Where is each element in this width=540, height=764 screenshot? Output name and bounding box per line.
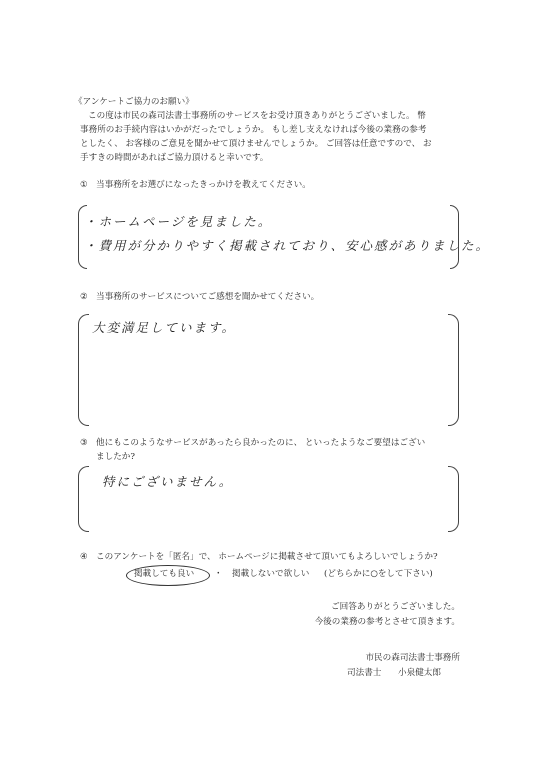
q2-text: 当事務所のサービスについてご感想を聞かせてください。 [96, 292, 320, 302]
q4-option-yes[interactable]: 掲載しても良い [134, 569, 195, 579]
q4-number: ④ [80, 552, 88, 562]
signature-role: 司法書士 [347, 668, 382, 678]
q4-option-no[interactable]: 掲載しないで欲しい [232, 569, 310, 579]
q3-answer: 特にございません。 [102, 474, 234, 489]
intro-line-4: 手すきの時間があればご協力頂けると幸いです。 [80, 153, 269, 163]
q4-instruction: (どちらかに○をして下さい) [324, 569, 433, 579]
q3-answer-bracket-left [78, 466, 89, 532]
q3-text-line-1: 他にもこのようなサービスがあったら良かったのに、 といったようなご要望はござい [96, 438, 426, 448]
q4-text: このアンケートを「匿名」で、 ホームページに掲載させて頂いてもよろしいでしょうか? [96, 552, 438, 562]
q2-answer-bracket-left [78, 314, 89, 426]
closing-line-1: ご回答ありがとうございました。 [331, 602, 460, 612]
signature-name: 小泉健太郎 [398, 668, 441, 678]
q2-number: ② [80, 292, 88, 302]
q2-answer-bracket-right [448, 314, 459, 426]
intro-line-3: としたく、 お客様のご意見を聞かせて頂けませんでしょうか。 ご回答は任意ですので、 お [80, 139, 432, 149]
q1-answer-line-1: ・ホームページを見ました。 [84, 214, 273, 229]
q1-answer-line-2: ・費用が分かりやすく掲載されており、安心感がありました。 [84, 238, 491, 253]
q1-text: 当事務所をお選びになったきっかけを教えてください。 [96, 180, 311, 190]
signature-office: 市民の森司法書士事務所 [365, 653, 460, 663]
intro-line-1: この度は市民の森司法書士事務所のサービスをお受け頂きありがとうございました。 幣 [88, 111, 426, 121]
survey-title: 《アンケートご協力のお願い》 [74, 97, 194, 107]
q3-answer-bracket-right [448, 466, 459, 532]
q2-answer: 大変満足しています。 [92, 320, 237, 335]
q3-text-line-2: ましたか? [96, 452, 135, 462]
closing-line-2: 今後の業務の参考とさせて頂きます。 [314, 617, 460, 627]
intro-line-2: 事務所のお手続内容はいかがだったでしょうか。 もし差し支えなければ今後の業務の参考 [80, 125, 427, 135]
q4-separator: ・ [214, 569, 223, 579]
q1-number: ① [80, 180, 88, 190]
q3-number: ③ [80, 438, 88, 448]
